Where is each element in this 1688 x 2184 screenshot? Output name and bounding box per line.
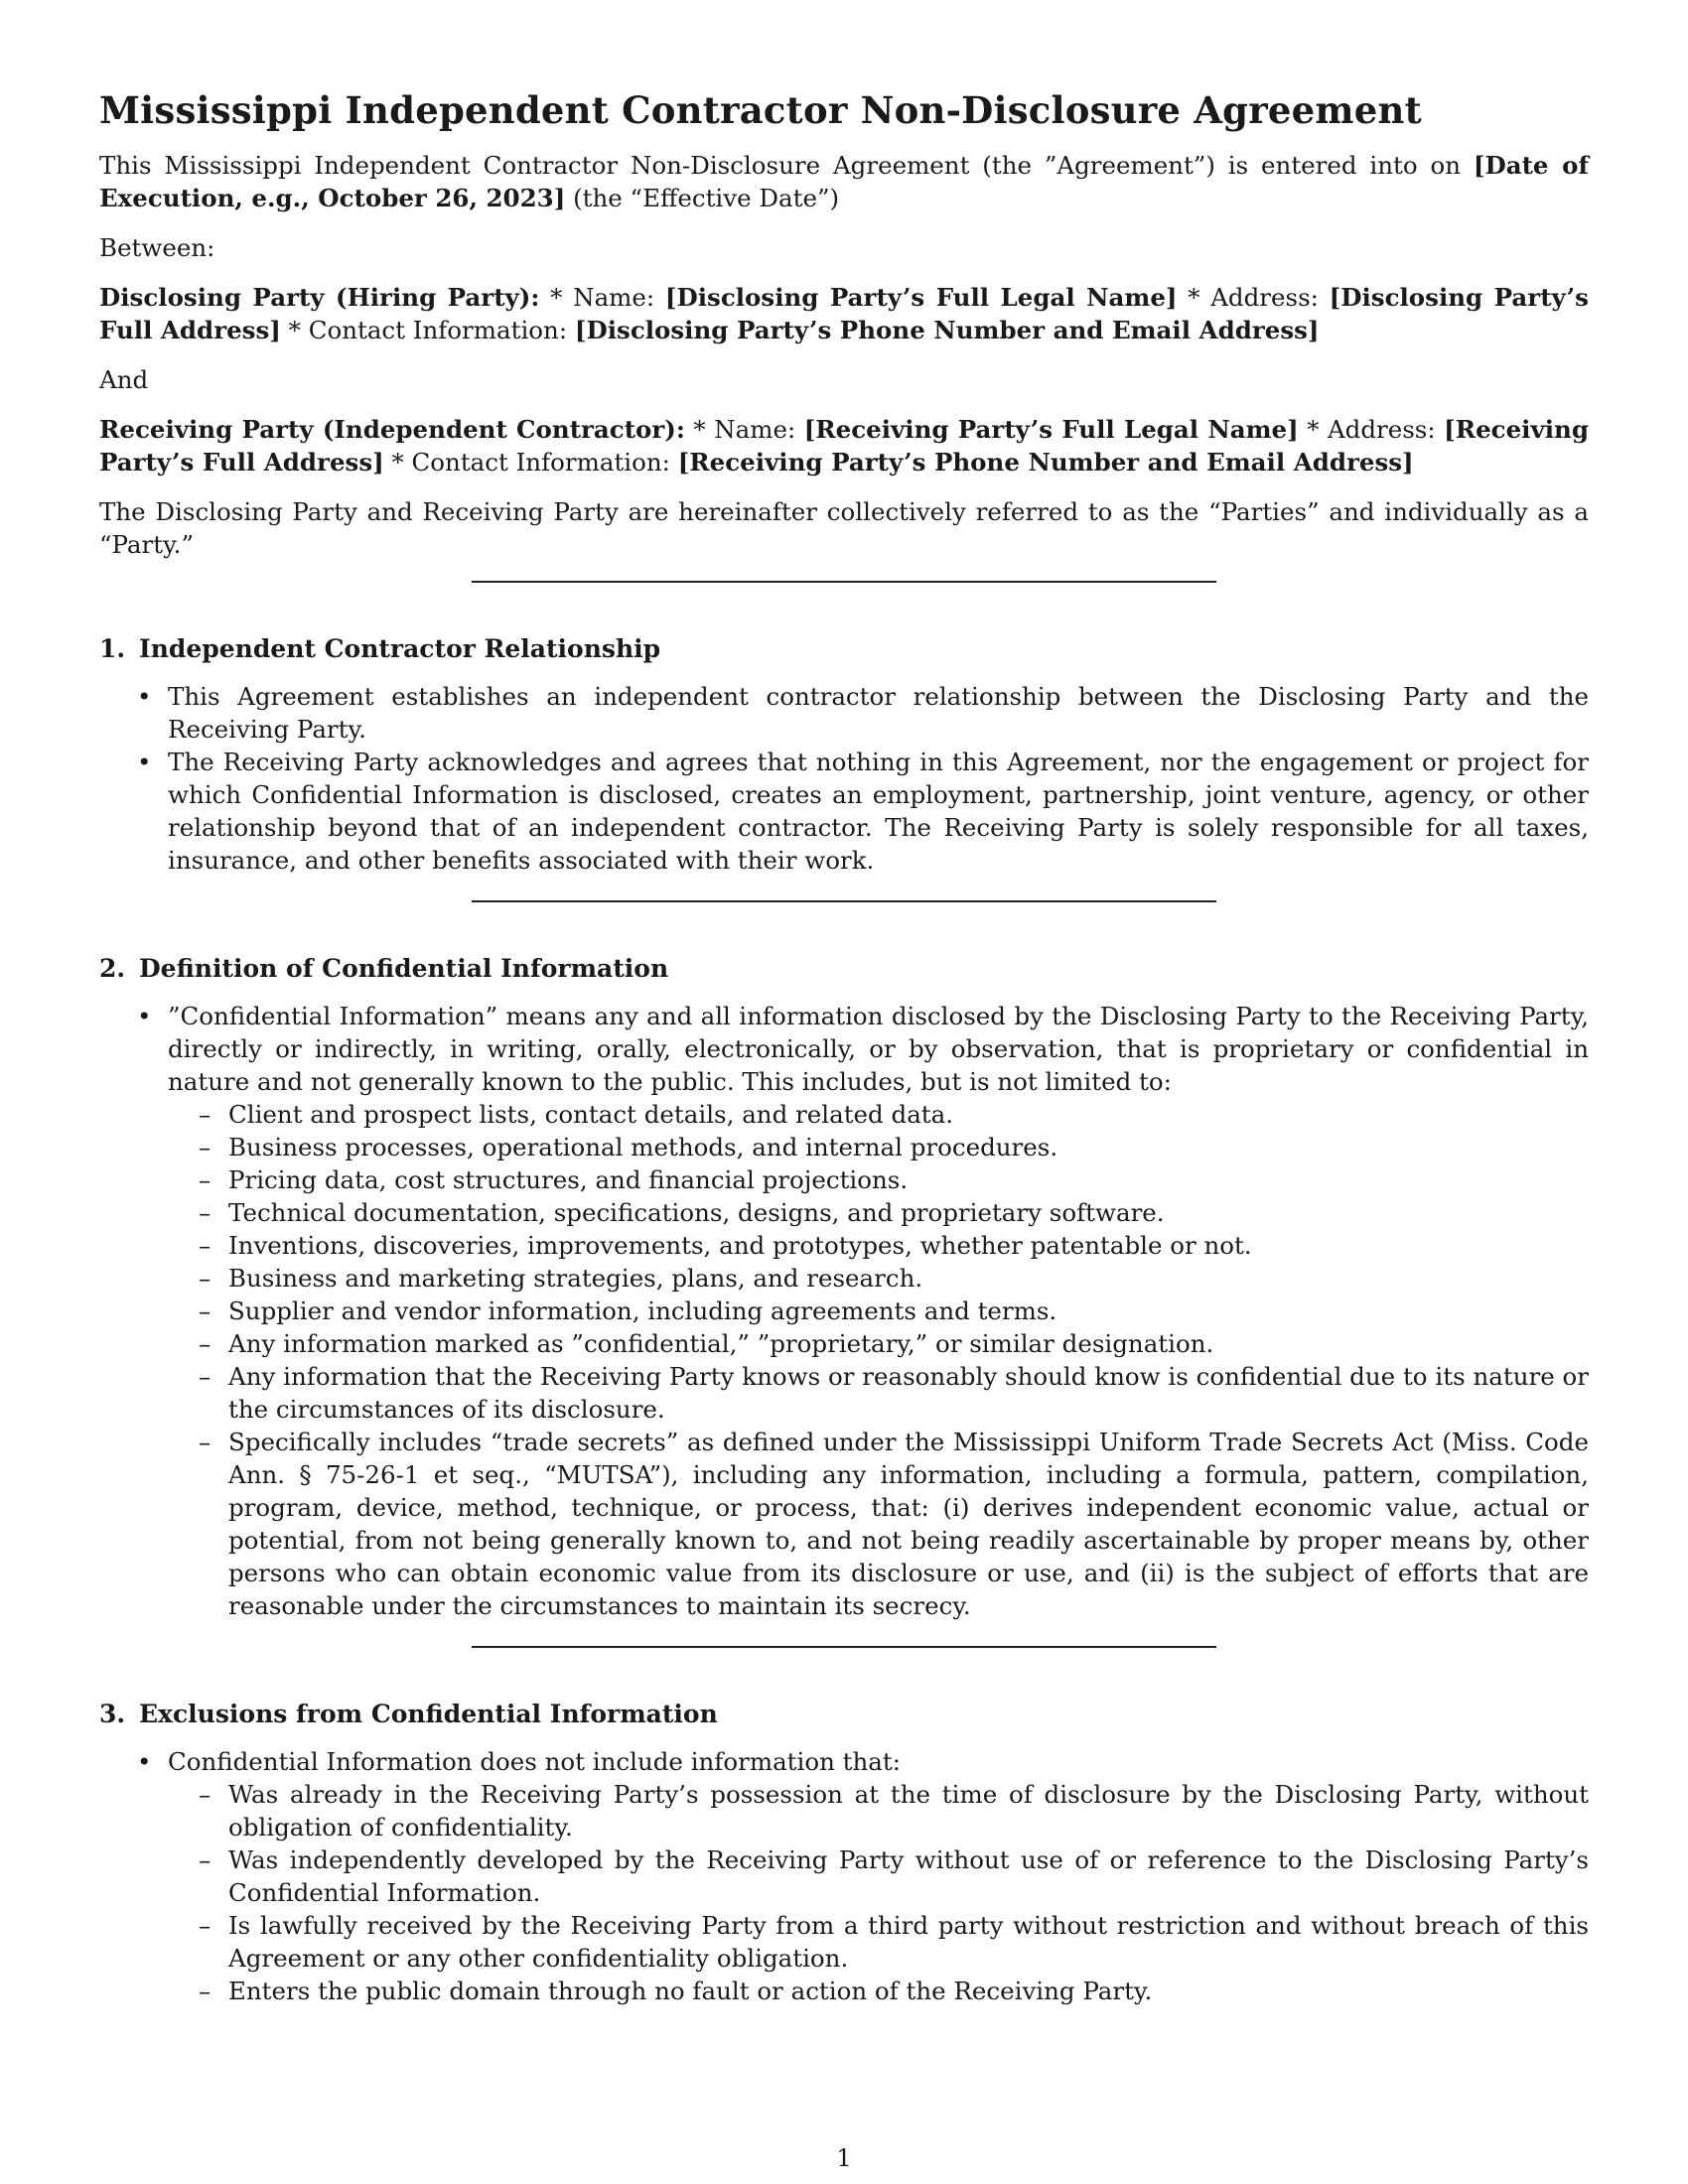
intro-text-after: (the “Effective Date”) (565, 184, 840, 212)
section-3-number: 3. (99, 1700, 126, 1728)
receiving-address-value: [Receiving Party’s Full Address] (99, 415, 1589, 477)
receiving-contact-value: [Receiving Party’s Phone Number and Email Address] (677, 448, 1414, 477)
receiving-name-value: [Receiving Party’s Full Legal Name] (803, 415, 1299, 444)
receiving-address-label: * Address: (1298, 415, 1445, 444)
page-number: 1 (836, 2144, 852, 2172)
section-1-title: Independent Contractor Relationship (139, 634, 661, 663)
document-page (99, 87, 1589, 2007)
sub-list-item: – Was independently developed by the Receiving Party without use of or reference to the Disclosing Party’s Confidential Information. (168, 1843, 1589, 1909)
sub-list-item: – Is lawfully received by the Receiving Party from a third party without restriction and without breach of this Agreement or any other confidentiality obligation. (168, 1909, 1589, 1975)
disclosing-contact-label: * Contact Information: (280, 316, 575, 344)
receiving-party-heading: Receiving Party (Independent Contractor): (99, 415, 685, 444)
section-divider (472, 581, 1216, 583)
sub-list-item: – Inventions, discoveries, improvements, and prototypes, whether patentable or not. (168, 1229, 1589, 1262)
sub-list-item: – Enters the public domain through no fault or action of the Receiving Party. (168, 1975, 1589, 2007)
disclosing-address-value: [Disclosing Party’s Full Address] (99, 283, 1589, 344)
intro-text-before: This Mississippi Independent Contractor Non-Disclosure Agreement (the ”Agreement”) is entered into on (99, 151, 1474, 180)
and-label: And (99, 365, 149, 394)
sub-list-item: – Any information marked as ”confidential,” ”proprietary,” or similar designation. (168, 1327, 1589, 1360)
section-2-number: 2. (99, 954, 126, 983)
list-item: • The Receiving Party acknowledges and agrees that nothing in this Agreement, nor the engagement or project for which Confidential Information is disclosed, creates an employment, partnership, joint venture, agency, or other relationship beyond that of an independent contractor. The Receiving Party is solely responsible for all taxes, insurance, and other benefits associated with their work. (99, 746, 1589, 877)
section-2-heading (99, 952, 1589, 985)
section-3-heading (99, 1698, 1589, 1730)
receiving-contact-label: * Contact Information: (383, 448, 678, 477)
intro-paragraph (99, 149, 1589, 214)
section-3-bullet-text: Confidential Information does not include information that: (168, 1747, 902, 1776)
sub-list-item: – Specifically includes “trade secrets” as defined under the Mississippi Uniform Trade Secrets Act (Miss. Code Ann. § 75-26-1 et seq., “MUTSA”), including any information, including a formula, pattern, compilation, program, device, method, technique, or process, that: (i) derives independent economic value, actual or potential, from not being generally known to, and not being readily ascertainable by proper means by, other persons who can obtain economic value from its disclosure or use, and (ii) is the subject of efforts that are reasonable under the circumstances to maintain its secrecy. (168, 1426, 1589, 1622)
section-1-list (99, 680, 1589, 877)
effective-date-placeholder: [Date of Execution, e.g., October 26, 2023] (99, 151, 1589, 212)
receiving-party-block (99, 413, 1589, 478)
section-1-number: 1. (99, 634, 126, 663)
section-3-list (99, 1745, 1589, 2007)
disclosing-name-label: * Name: (539, 283, 665, 312)
list-item (99, 1000, 1589, 1622)
sub-list-item: – Client and prospect lists, contact details, and related data. (168, 1098, 1589, 1131)
parties-note: The Disclosing Party and Receiving Party are hereinafter collectively referred to as the “Parties” and individually as a “Party.” (99, 497, 1589, 559)
sub-list-item: – Was already in the Receiving Party’s possession at the time of disclosure by the Disclosing Party, without obligation of confidentiality. (168, 1778, 1589, 1843)
section-divider (472, 900, 1216, 902)
sub-list-item: – Pricing data, cost structures, and financial projections. (168, 1163, 1589, 1196)
document-title: Mississippi Independent Contractor Non-Disclosure Agreement (99, 88, 1422, 132)
section-2-list (99, 1000, 1589, 1622)
section-3-sublist (168, 1778, 1589, 2007)
disclosing-party-heading: Disclosing Party (Hiring Party): (99, 283, 540, 312)
sub-list-item: – Supplier and vendor information, including agreements and terms. (168, 1295, 1589, 1327)
sub-list-item: – Business processes, operational methods, and internal procedures. (168, 1131, 1589, 1163)
disclosing-party-block (99, 281, 1589, 346)
disclosing-contact-value: [Disclosing Party’s Phone Number and Email Address] (574, 316, 1320, 344)
disclosing-address-label: * Address: (1177, 283, 1330, 312)
section-2-title: Definition of Confidential Information (139, 954, 669, 983)
section-2-sublist (168, 1098, 1589, 1622)
section-3-title: Exclusions from Confidential Information (139, 1700, 718, 1728)
section-divider (472, 1646, 1216, 1648)
section-1-heading (99, 632, 1589, 665)
list-item (99, 1745, 1589, 2007)
disclosing-name-value: [Disclosing Party’s Full Legal Name] (664, 283, 1178, 312)
sub-list-item: – Any information that the Receiving Party knows or reasonably should know is confidential due to its nature or the circumstances of its disclosure. (168, 1360, 1589, 1426)
list-item: • This Agreement establishes an independent contractor relationship between the Disclosing Party and the Receiving Party. (99, 680, 1589, 746)
sub-list-item: – Technical documentation, specifications, designs, and proprietary software. (168, 1196, 1589, 1229)
between-label: Between: (99, 233, 215, 262)
section-2-bullet-text: ”Confidential Information” means any and all information disclosed by the Disclosing Party to the Receiving Party, directly or indirectly, in writing, orally, electronically, or by observation, that is proprietary or confidential in nature and not generally known to the public. This includes, but is not limited to: (168, 1002, 1589, 1096)
receiving-name-label: * Name: (684, 415, 804, 444)
sub-list-item: – Business and marketing strategies, plans, and research. (168, 1262, 1589, 1295)
